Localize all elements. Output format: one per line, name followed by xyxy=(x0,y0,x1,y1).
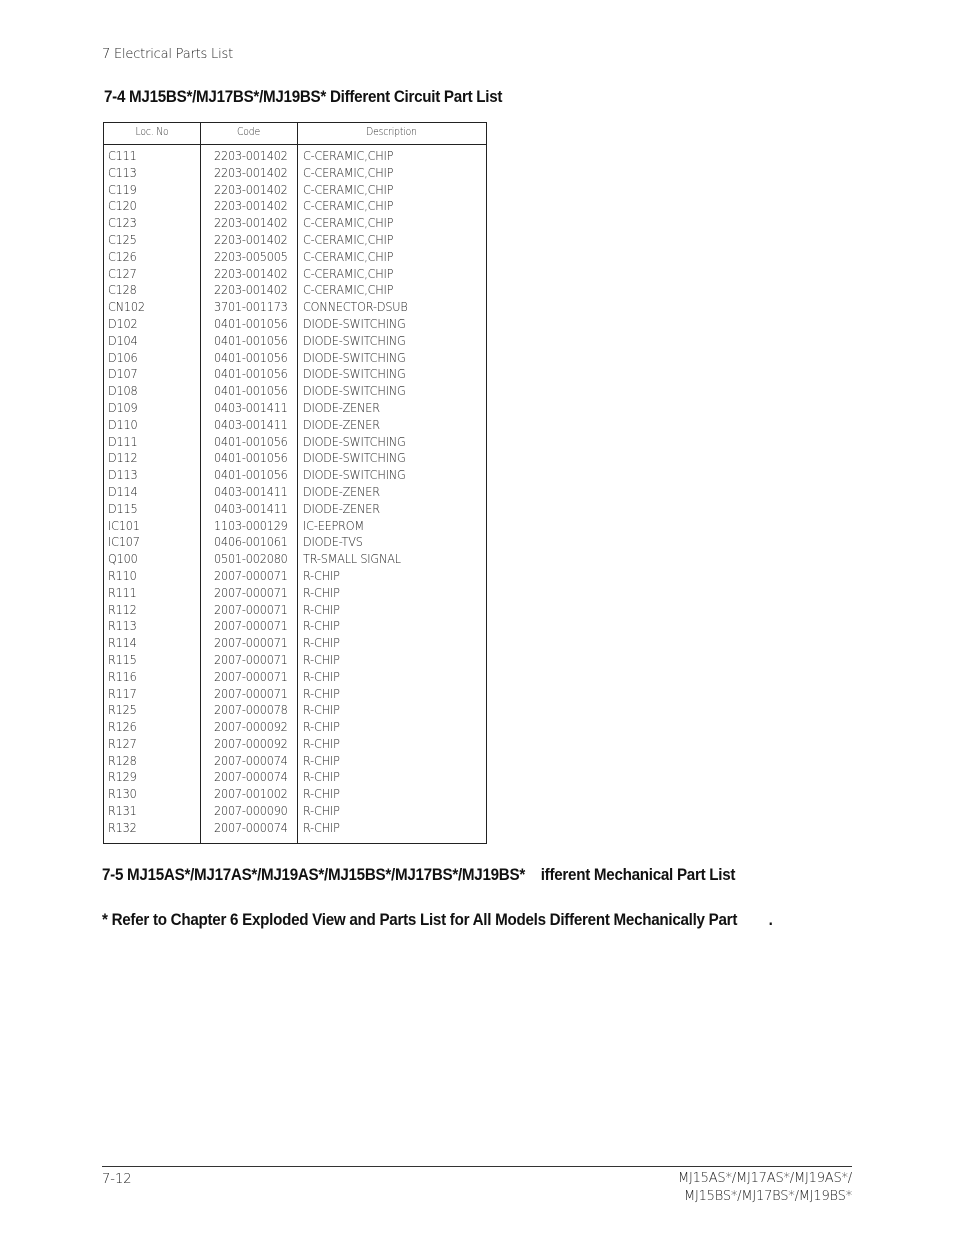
description-cell: CONNECTOR-DSUB xyxy=(303,299,408,315)
footer-rule xyxy=(102,1166,852,1167)
loc-no-cell: R111 xyxy=(108,584,137,600)
table-row xyxy=(104,803,486,820)
description-cell: R-CHIP xyxy=(303,601,340,617)
code-cell: 2007-001002 xyxy=(214,786,288,802)
loc-no-cell: R112 xyxy=(108,601,137,617)
description-cell: TR-SMALL SIGNAL xyxy=(303,551,401,567)
table-row xyxy=(104,417,486,434)
description-cell: C-CERAMIC,CHIP xyxy=(303,265,394,281)
code-cell: 2007-000071 xyxy=(214,584,288,600)
loc-no-cell: CN102 xyxy=(108,299,145,315)
loc-no-cell: R115 xyxy=(108,651,137,667)
loc-no-cell: D113 xyxy=(108,467,138,483)
description-cell: C-CERAMIC,CHIP xyxy=(303,248,394,264)
code-cell: 2007-000071 xyxy=(214,635,288,651)
table-row xyxy=(104,635,486,652)
column-header-loc-no: Loc. No xyxy=(135,126,169,138)
code-cell: 0401-001056 xyxy=(214,349,288,365)
description-cell: DIODE-SWITCHING xyxy=(303,433,406,449)
loc-no-cell: R114 xyxy=(108,635,137,651)
table-row xyxy=(104,400,486,417)
loc-no-cell: D102 xyxy=(108,315,138,331)
loc-no-cell: IC107 xyxy=(108,534,140,550)
code-cell: 2203-001402 xyxy=(214,231,288,247)
description-cell: R-CHIP xyxy=(303,819,340,835)
description-cell: R-CHIP xyxy=(303,769,340,785)
description-cell: R-CHIP xyxy=(303,685,340,701)
code-cell: 2203-001402 xyxy=(214,148,288,163)
table-row xyxy=(104,366,486,383)
table-row xyxy=(104,769,486,786)
code-cell: 2007-000092 xyxy=(214,719,288,735)
code-cell: 2203-001402 xyxy=(214,164,288,180)
refer-note: * Refer to Chapter 6 Exploded View and Parts List for All Models Different Mechanically Part . xyxy=(102,911,773,929)
footer-model-list xyxy=(678,1170,852,1206)
description-cell: DIODE-SWITCHING xyxy=(303,467,406,483)
code-cell: 2007-000074 xyxy=(214,752,288,768)
loc-no-cell: D114 xyxy=(108,483,138,499)
table-row xyxy=(104,719,486,736)
loc-no-cell: R129 xyxy=(108,769,137,785)
code-cell: 2203-005005 xyxy=(214,248,288,264)
code-cell: 1103-000129 xyxy=(214,517,288,533)
loc-no-cell: D109 xyxy=(108,399,138,415)
table-row xyxy=(104,434,486,451)
description-cell: R-CHIP xyxy=(303,735,340,751)
description-cell: R-CHIP xyxy=(303,786,340,802)
description-cell: R-CHIP xyxy=(303,635,340,651)
code-cell: 0401-001056 xyxy=(214,383,288,399)
code-cell: 2007-000090 xyxy=(214,803,288,819)
loc-no-cell: C119 xyxy=(108,181,137,197)
loc-no-cell: Q100 xyxy=(108,551,138,567)
table-row xyxy=(104,669,486,686)
code-cell: 0401-001056 xyxy=(214,315,288,331)
description-cell: DIODE-ZENER xyxy=(303,500,380,516)
table-body xyxy=(104,148,486,837)
description-cell: DIODE-SWITCHING xyxy=(303,366,406,382)
table-row xyxy=(104,618,486,635)
code-cell: 0406-001061 xyxy=(214,534,288,550)
table-row xyxy=(104,350,486,367)
table-row xyxy=(104,215,486,232)
loc-no-cell: R127 xyxy=(108,735,137,751)
loc-no-cell: R132 xyxy=(108,819,137,835)
loc-no-cell: C113 xyxy=(108,164,137,180)
description-cell: C-CERAMIC,CHIP xyxy=(303,282,394,298)
code-cell: 0401-001056 xyxy=(214,450,288,466)
description-cell: R-CHIP xyxy=(303,668,340,684)
table-row xyxy=(104,820,486,837)
code-cell: 2203-001402 xyxy=(214,215,288,231)
description-cell: R-CHIP xyxy=(303,752,340,768)
table-row xyxy=(104,282,486,299)
loc-no-cell: D110 xyxy=(108,416,138,432)
table-row xyxy=(104,148,486,165)
description-cell: IC-EEPROM xyxy=(303,517,365,533)
description-cell: DIODE-ZENER xyxy=(303,399,380,415)
description-cell: DIODE-TVS xyxy=(303,534,363,550)
description-cell: DIODE-SWITCHING xyxy=(303,450,406,466)
table-row xyxy=(104,232,486,249)
table-row xyxy=(104,266,486,283)
loc-no-cell: C126 xyxy=(108,248,137,264)
table-row xyxy=(104,165,486,182)
loc-no-cell: C111 xyxy=(108,148,137,163)
code-cell: 0403-001411 xyxy=(214,500,288,516)
code-cell: 2007-000071 xyxy=(214,668,288,684)
footer-models-line-1: MJ15AS*/MJ17AS*/MJ19AS*/ xyxy=(677,1171,852,1186)
code-cell: 2007-000078 xyxy=(214,702,288,718)
description-cell: C-CERAMIC,CHIP xyxy=(303,181,394,197)
code-cell: 0401-001056 xyxy=(214,467,288,483)
table-row xyxy=(104,786,486,803)
code-cell: 0403-001411 xyxy=(214,416,288,432)
code-cell: 2007-000074 xyxy=(214,819,288,835)
code-cell: 3701-001173 xyxy=(214,299,288,315)
table-row xyxy=(104,333,486,350)
table-row xyxy=(104,602,486,619)
code-cell: 2007-000071 xyxy=(214,601,288,617)
code-cell: 2007-000071 xyxy=(214,618,288,634)
description-cell: C-CERAMIC,CHIP xyxy=(303,215,394,231)
code-cell: 2007-000071 xyxy=(214,685,288,701)
section-heading-mechanical-part-list: 7-5 MJ15AS*/MJ17AS*/MJ19AS*/MJ15BS*/MJ17BS*/MJ19BS* ifferent Mechanical Part List xyxy=(102,866,736,884)
code-cell: 2203-001402 xyxy=(214,265,288,281)
description-cell: R-CHIP xyxy=(303,803,340,819)
table-row xyxy=(104,652,486,669)
code-cell: 2007-000071 xyxy=(214,651,288,667)
loc-no-cell: D106 xyxy=(108,349,138,365)
table-row xyxy=(104,450,486,467)
loc-no-cell: D104 xyxy=(108,332,138,348)
description-cell: R-CHIP xyxy=(303,719,340,735)
footer-models-line-2: MJ15BS*/MJ17BS*/MJ19BS* xyxy=(683,1189,852,1204)
code-cell: 2007-000074 xyxy=(214,769,288,785)
table-row xyxy=(104,551,486,568)
loc-no-cell: R130 xyxy=(108,786,137,802)
table-row xyxy=(104,299,486,316)
loc-no-cell: C125 xyxy=(108,231,137,247)
loc-no-cell: R131 xyxy=(108,803,137,819)
page-number: 7-12 xyxy=(102,1172,132,1187)
description-cell: C-CERAMIC,CHIP xyxy=(303,148,394,163)
loc-no-cell: C120 xyxy=(108,198,137,214)
code-cell: 0403-001411 xyxy=(214,483,288,499)
description-cell: DIODE-ZENER xyxy=(303,416,380,432)
code-cell: 0401-001056 xyxy=(214,332,288,348)
description-cell: DIODE-SWITCHING xyxy=(303,315,406,331)
code-cell: 2203-001402 xyxy=(214,198,288,214)
code-cell: 2007-000071 xyxy=(214,567,288,583)
code-cell: 2007-000092 xyxy=(214,735,288,751)
code-cell: 0403-001411 xyxy=(214,399,288,415)
description-cell: R-CHIP xyxy=(303,651,340,667)
table-row xyxy=(104,249,486,266)
loc-no-cell: R110 xyxy=(108,567,137,583)
table-row xyxy=(104,383,486,400)
loc-no-cell: D112 xyxy=(108,450,138,466)
description-cell: DIODE-SWITCHING xyxy=(303,349,406,365)
description-cell: C-CERAMIC,CHIP xyxy=(303,198,394,214)
loc-no-cell: R125 xyxy=(108,702,137,718)
column-header-description: Description xyxy=(366,126,417,138)
table-row xyxy=(104,534,486,551)
table-row xyxy=(104,702,486,719)
header-rule xyxy=(104,144,486,145)
section-heading-circuit-part-list: 7-4 MJ15BS*/MJ17BS*/MJ19BS* Different Circuit Part List xyxy=(104,88,503,106)
table-row xyxy=(104,198,486,215)
table-row xyxy=(104,686,486,703)
description-cell: C-CERAMIC,CHIP xyxy=(303,164,394,180)
loc-no-cell: C128 xyxy=(108,282,137,298)
loc-no-cell: R116 xyxy=(108,668,137,684)
loc-no-cell: D108 xyxy=(108,383,138,399)
code-cell: 0401-001056 xyxy=(214,366,288,382)
table-row xyxy=(104,484,486,501)
loc-no-cell: R126 xyxy=(108,719,137,735)
table-row xyxy=(104,501,486,518)
table-row xyxy=(104,736,486,753)
description-cell: DIODE-SWITCHING xyxy=(303,383,406,399)
table-row xyxy=(104,585,486,602)
table-row xyxy=(104,182,486,199)
description-cell: C-CERAMIC,CHIP xyxy=(303,231,394,247)
loc-no-cell: D107 xyxy=(108,366,138,382)
loc-no-cell: R128 xyxy=(108,752,137,768)
loc-no-cell: C123 xyxy=(108,215,137,231)
table-row xyxy=(104,568,486,585)
table-row xyxy=(104,467,486,484)
description-cell: R-CHIP xyxy=(303,618,340,634)
description-cell: R-CHIP xyxy=(303,584,340,600)
code-cell: 0501-002080 xyxy=(214,551,288,567)
circuit-part-table xyxy=(103,122,487,844)
description-cell: R-CHIP xyxy=(303,702,340,718)
code-cell: 2203-001402 xyxy=(214,181,288,197)
loc-no-cell: IC101 xyxy=(108,517,140,533)
description-cell: R-CHIP xyxy=(303,567,340,583)
description-cell: DIODE-SWITCHING xyxy=(303,332,406,348)
code-cell: 0401-001056 xyxy=(214,433,288,449)
description-cell: DIODE-ZENER xyxy=(303,483,380,499)
table-row xyxy=(104,518,486,535)
loc-no-cell: D111 xyxy=(108,433,138,449)
loc-no-cell: R113 xyxy=(108,618,137,634)
loc-no-cell: D115 xyxy=(108,500,138,516)
loc-no-cell: R117 xyxy=(108,685,137,701)
table-row xyxy=(104,753,486,770)
table-row xyxy=(104,316,486,333)
loc-no-cell: C127 xyxy=(108,265,137,281)
running-header: 7 Electrical Parts List xyxy=(102,47,233,62)
code-cell: 2203-001402 xyxy=(214,282,288,298)
column-header-code: Code xyxy=(237,126,260,138)
